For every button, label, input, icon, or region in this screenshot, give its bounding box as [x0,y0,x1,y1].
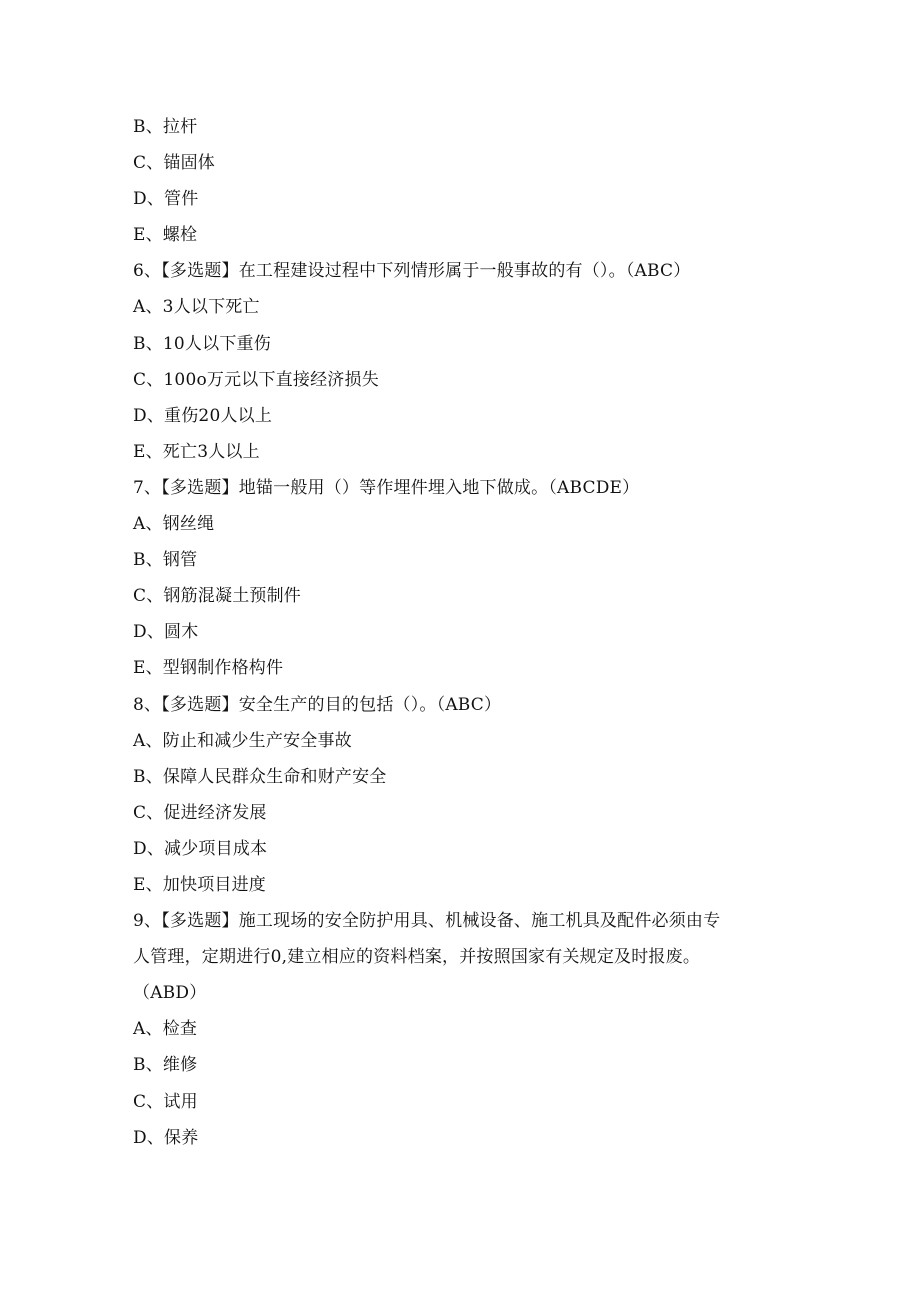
option-q7-b: B、钢管 [133,550,198,571]
option-q8-c: C、促进经济发展 [133,802,267,823]
question-6: 6、【多选题】在工程建设过程中下列情形属于一般事故的有（）。（ABC） [133,261,691,282]
option-q9-a: A、检查 [133,1019,198,1040]
option-q8-a: A、防止和减少生产安全事故 [133,730,352,751]
option-q8-b: B、保障人民群众生命和财产安全 [133,766,387,787]
question-9-answer: （ABD） [133,983,207,1004]
option-q6-c: C、100o万元以下直接经济损失 [133,369,379,390]
option-q7-e: E、型钢制作格构件 [133,658,284,679]
option-q6-e: E、死亡3人以上 [133,441,260,462]
option-q9-d: D、保养 [133,1127,199,1148]
option-q7-c: C、钢筋混凝土预制件 [133,586,302,607]
option-q6-a: A、3人以下死亡 [133,297,260,318]
option-q5-b: B、拉杆 [133,117,198,137]
question-9-line-2: 人管理，定期进行0,建立相应的资料档案，并按照国家有关规定及时报废。 [133,947,701,968]
option-q5-e: E、螺栓 [133,225,198,246]
option-q9-b: B、维修 [133,1055,198,1076]
question-9-line-1: 9、【多选题】施工现场的安全防护用具、机械设备、施工机具及配件必须由专 [133,911,721,932]
option-q8-e: E、加快项目进度 [133,874,267,895]
option-q9-c: C、试用 [133,1091,198,1112]
option-q7-d: D、圆木 [133,622,199,643]
option-q7-a: A、钢丝绳 [133,514,215,535]
option-q8-d: D、减少项目成本 [133,838,268,859]
question-8: 8、【多选题】安全生产的目的包括（）。（ABC） [133,694,502,715]
option-q6-b: B、10人以下重伤 [133,333,271,354]
option-q5-c: C、锚固体 [133,153,216,174]
option-q6-d: D、重伤20人以上 [133,405,273,426]
question-content [133,109,793,1156]
question-7: 7、【多选题】地锚一般用（）等作埋件埋入地下做成。（ABCDE） [133,477,640,498]
option-q5-d: D、管件 [133,189,199,210]
